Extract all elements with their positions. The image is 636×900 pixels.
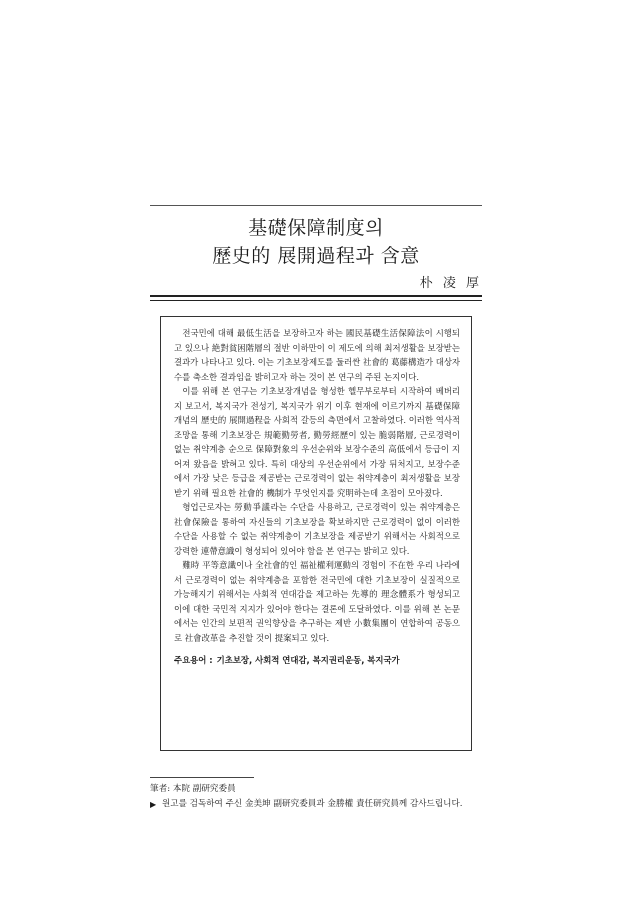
abstract-box xyxy=(160,316,472,751)
footnote-acknowledgment xyxy=(150,798,482,811)
top-rule xyxy=(150,205,482,206)
title-line-1: 基礎保障制度의 xyxy=(248,217,384,239)
keywords xyxy=(174,654,460,667)
footnote-affiliation: 筆者: 本院 副研究委員 xyxy=(150,784,236,794)
abstract-paragraph: 전국민에 대해 最低生活을 보장하고자 하는 國民基礎生活保障法이 시행되고 있으나 絶對貧困階層의 절반 이하만이 이 제도에 의해 최저생활을 보장받는 결과가 나타나고 있다. 이는 기초보장제도를 둘러싼 社會的 葛藤構造가 대상자수를 축소한 결과임을 밝히고자 하는 것이 본 연구의 주된 논지이다. xyxy=(174,328,460,382)
author-name: 朴 凌 厚 xyxy=(419,276,482,291)
keywords-label: 주요용어 : xyxy=(174,655,213,665)
acknowledgment-text: 원고를 검독하여 주신 金美坤 副研究委員과 金勝權 責任研究員께 감사드립니다. xyxy=(162,799,463,809)
abstract-paragraph: 이를 위해 본 연구는 기초보장개념을 형성한 헬무부로부터 시작하여 베버리지 보고서, 복지국가 전성기, 복지국가 위기 이후 현재에 이르기까지 基礎保障 개념의 歷史的 展開過程을 사회적 갈등의 측면에서 고찰하였다. 이러한 역사적 조망을 통해 기초보장은 規範勤勞者, 勤勞經歷이 있는 脆弱階層, 근로경력이 없는 취약계층 순으로 保障對象의 우선순위와 보장수준의 高低에서 등급이 지어져 왔음을 밝혀고 있다. 특히 대상의 우선순위에서 가장 뒤처지고, 보장수준에서 가장 낮은 등급을 제공받는 근로경력이 없는 취약계층이 최저생활을 보장받기 위해 필요한 社會的 機制가 무엇인지를 究明하는데 초점이 모아졌다. xyxy=(174,386,460,498)
triangle-marker-icon: ▶ xyxy=(150,800,157,809)
abstract-paragraph: 형업근로자는 勞動爭議라는 수단을 사용하고, 근로경력이 있는 취약계층은 社會保險을 통하여 자신들의 기초보장을 확보하지만 근로경력이 없이 이러한 수단을 사용할 수 없는 취약계층이 기초보장을 제공받기 위해서는 사회적으로 강력한 連帶意識이 형성되어 있어야 함을 본 연구는 밝히고 있다. xyxy=(174,502,460,556)
title-double-rule xyxy=(150,295,482,301)
keywords-list: 기초보장, 사회적 연대감, 복지권리운동, 복지국가 xyxy=(216,655,400,665)
abstract-paragraph: 難時 平等意識이나 全社會的인 福祉權利運動의 경험이 不在한 우리 나라에서 근로경력이 없는 취약계층을 포함한 전국민에 대한 기초보장이 실질적으로 가능해지기 위해서는 사회적 연대감을 제고하는 先導的 理念體系가 형성되고 이에 대한 국민적 지지가 있어야 한다는 결론에 도달하였다. 이를 위해 본 논문에서는 인간의 보편적 권익향상을 추구하는 제반 小數集團이 연합하여 공동으로 社會改革을 추진할 것이 提案되고 있다. xyxy=(174,560,460,643)
title-line-2: 歷史的 展開過程과 含意 xyxy=(212,245,420,267)
footnote-rule xyxy=(150,777,254,778)
